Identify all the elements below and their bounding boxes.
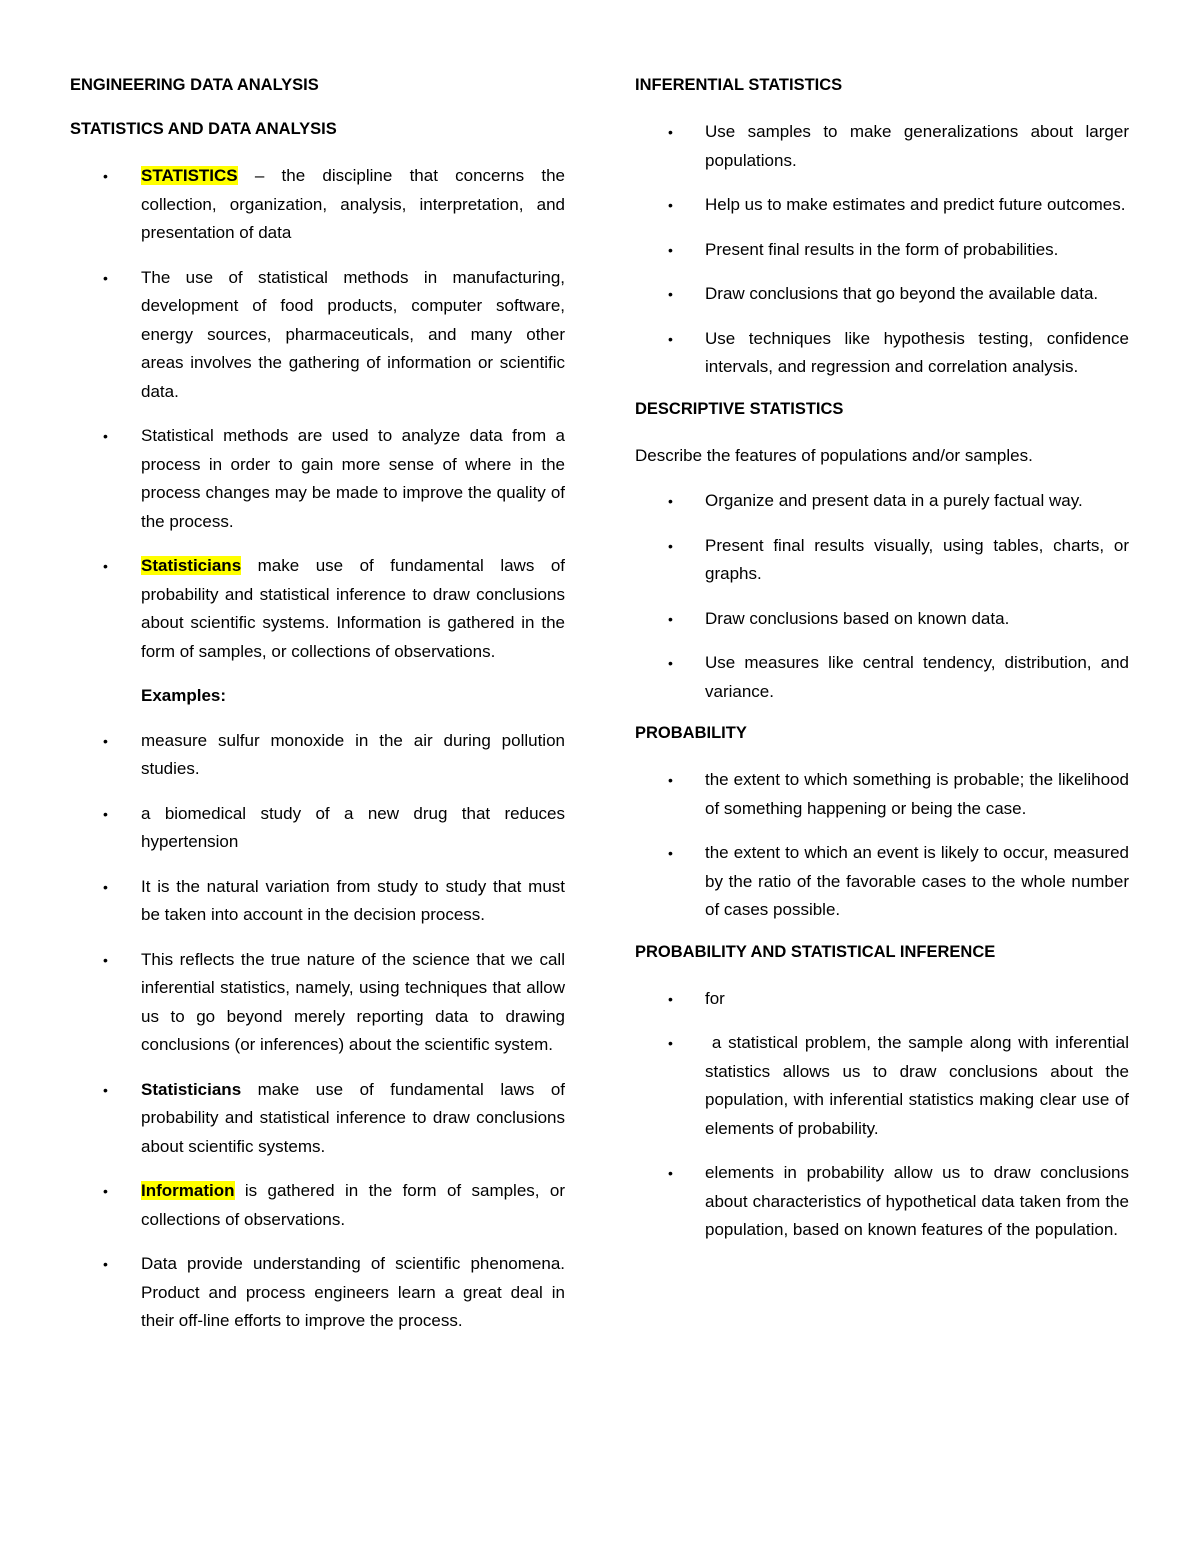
list-item	[635, 118, 1129, 175]
list-item	[635, 236, 1129, 265]
bullet-icon: •	[668, 493, 673, 509]
list-item-text: Present final results visually, using tables, charts, or graphs.	[705, 535, 1129, 583]
bullet-icon: •	[668, 845, 673, 861]
bullet-icon: •	[668, 990, 673, 1007]
section-heading-probability-inference: PROBABILITY AND STATISTICAL INFERENCE	[635, 942, 996, 961]
examples-label: Examples:	[141, 686, 227, 705]
list-item	[635, 280, 1129, 309]
bullet-icon: •	[668, 330, 673, 347]
bullet-icon: •	[668, 124, 673, 140]
bullet-icon: •	[103, 1183, 108, 1199]
bullet-icon: •	[103, 732, 108, 749]
list-item	[635, 191, 1129, 220]
list-item	[70, 1250, 565, 1336]
list-item-text: It is the natural variation from study to study that must be taken into account in the decision process.	[141, 876, 565, 924]
list-item-text: make use of fundamental laws of probability and statistical inference to draw conclusions about scientific systems. Information is gathered in the form of samples, or collections of observations.	[141, 556, 565, 661]
list-item-text: a statistical problem, the sample along with inferential statistics allows us to draw conclusions about the population, with inferential statistics making clear use of elements of probability.	[705, 1033, 1134, 1138]
list-item	[635, 487, 1129, 516]
statistics-list	[70, 162, 565, 666]
list-item-text: Use measures like central tendency, distribution, and variance.	[705, 653, 1129, 701]
list-item	[635, 1159, 1129, 1245]
list-item-text: for	[705, 988, 725, 1008]
bullet-icon: •	[668, 1165, 673, 1181]
list-item-text: The use of statistical methods in manufacturing, development of food products, computer software, energy sources, pharmaceuticals, and many other areas involves the gathering of information or scientific data.	[141, 267, 565, 401]
list-item	[635, 1029, 1134, 1143]
bullet-icon: •	[103, 1256, 108, 1272]
list-item-text: Draw conclusions based on known data.	[705, 608, 1010, 628]
list-item	[635, 839, 1129, 925]
list-item	[70, 264, 565, 407]
list-item-text: is gathered in the form of samples, or collections of observations.	[141, 1181, 565, 1229]
bullet-icon: •	[668, 1035, 673, 1051]
list-item	[70, 552, 565, 666]
bullet-icon: •	[103, 1081, 108, 1098]
list-item-text: This reflects the true nature of the science that we call inferential statistics, namely, using techniques that allow us to go beyond merely reporting data to drawing conclusions (or inferences) about the scientific system.	[141, 949, 565, 1054]
descriptive-list	[635, 487, 1129, 706]
descriptive-intro: Describe the features of populations and/or samples.	[635, 445, 1033, 465]
list-item	[70, 873, 565, 930]
bullet-icon: •	[103, 951, 108, 968]
highlighted-term: Information	[141, 1181, 235, 1200]
list-item-text: elements in probability allow us to draw conclusions about characteristics of hypothetical data taken from the population, based on known features of the population.	[705, 1163, 1129, 1239]
list-item-text: – the discipline that concerns the collection, organization, analysis, interpretation, and presentation of data	[141, 166, 565, 242]
section-heading-descriptive: DESCRIPTIVE STATISTICS	[635, 399, 844, 418]
list-item-text: the extent to which an event is likely to occur, measured by the ratio of the favorable cases to the whole number of cases possible.	[705, 843, 1129, 919]
list-item	[70, 727, 565, 784]
bullet-icon: •	[668, 772, 673, 788]
bold-term: Statisticians	[141, 1079, 242, 1099]
bullet-icon: •	[103, 428, 108, 444]
bullet-icon: •	[103, 269, 108, 286]
list-item	[70, 162, 565, 248]
list-item-text: make use of fundamental laws of probability and statistical inference to draw conclusions about scientific systems.	[141, 1079, 565, 1156]
bullet-icon: •	[103, 168, 108, 184]
bullet-icon: •	[103, 805, 108, 822]
list-item-text: Statistical methods are used to analyze data from a process in order to gain more sense of where in the process changes may be made to improve the quality of the process.	[141, 426, 565, 531]
probability-list	[635, 766, 1129, 925]
list-item-text: Organize and present data in a purely factual way.	[705, 491, 1083, 510]
list-item-text: Draw conclusions that go beyond the available data.	[705, 284, 1099, 303]
list-item-text: the extent to which something is probable; the likelihood of something happening or being the case.	[705, 770, 1129, 818]
section-heading-probability: PROBABILITY	[635, 724, 747, 742]
list-item-text: measure sulfur monoxide in the air during pollution studies.	[141, 730, 565, 778]
examples-list	[70, 727, 565, 1336]
list-item	[635, 649, 1129, 706]
bullet-icon: •	[668, 197, 673, 213]
list-item	[635, 605, 1129, 634]
document-title: ENGINEERING DATA ANALYSIS	[70, 76, 319, 94]
list-item-text: a biomedical study of a new drug that reduces hypertension	[141, 803, 565, 851]
section-heading-inferential: INFERENTIAL STATISTICS	[635, 76, 843, 94]
list-item	[70, 946, 565, 1060]
bullet-icon: •	[668, 537, 673, 554]
bullet-icon: •	[668, 241, 673, 258]
list-item	[635, 325, 1129, 382]
bullet-icon: •	[103, 558, 108, 574]
bullet-icon: •	[668, 610, 673, 627]
list-item-text: Present final results in the form of probabilities.	[705, 239, 1059, 259]
bullet-icon: •	[103, 878, 108, 895]
list-item-text: Data provide understanding of scientific phenomena. Product and process engineers learn a great deal in their off-line efforts to improve the process.	[141, 1254, 565, 1330]
list-item	[635, 985, 1129, 1014]
inferential-list	[635, 118, 1129, 382]
list-item-text: Help us to make estimates and predict future outcomes.	[705, 195, 1126, 214]
highlighted-term: STATISTICS	[141, 166, 238, 185]
list-item	[635, 766, 1129, 823]
list-item	[70, 1177, 565, 1234]
bullet-icon: •	[668, 286, 673, 302]
bullet-icon: •	[668, 655, 673, 671]
list-item-text: Use samples to make generalizations about larger populations.	[705, 122, 1129, 170]
highlighted-term: Statisticians	[141, 556, 242, 575]
list-item	[70, 800, 565, 857]
list-item-text: Use techniques like hypothesis testing, confidence intervals, and regression and correlation analysis.	[705, 328, 1129, 376]
list-item	[635, 532, 1129, 589]
section-heading-statistics-data-analysis: STATISTICS AND DATA ANALYSIS	[70, 120, 337, 138]
list-item	[70, 1076, 565, 1162]
list-item	[70, 422, 565, 536]
right-column	[635, 74, 1134, 1261]
left-column	[70, 74, 565, 1352]
probability-inference-list	[635, 985, 1134, 1245]
